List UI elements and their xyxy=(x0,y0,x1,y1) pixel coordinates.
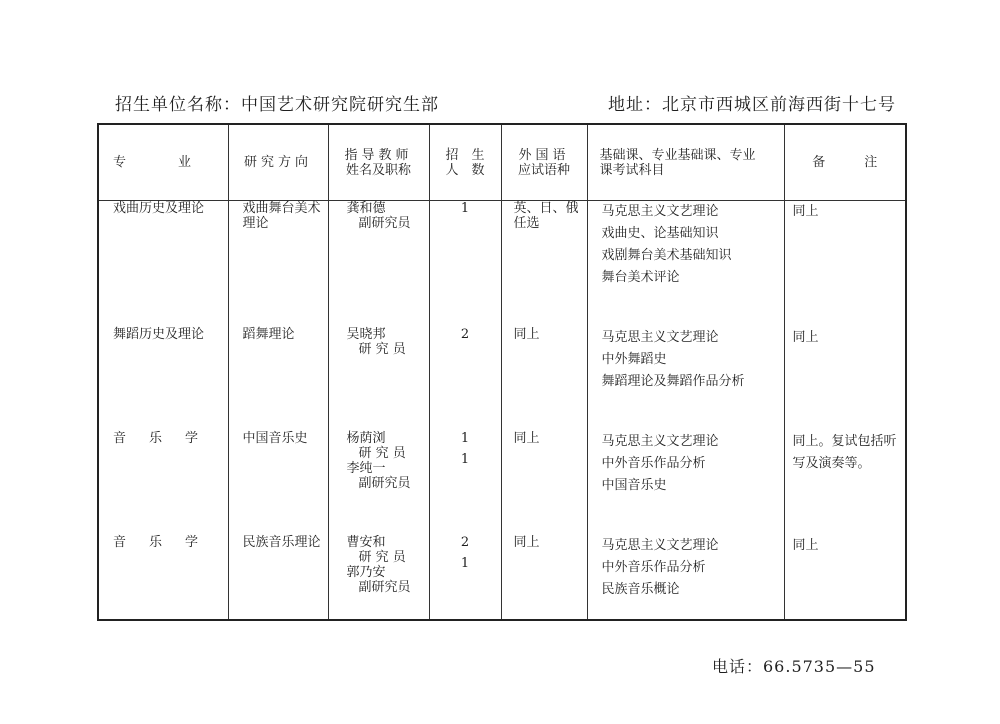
note-cell: 同上。复试包括听写及演奏等。 xyxy=(784,431,906,535)
count-cell: 1 xyxy=(429,201,501,328)
col-count: 招 生 人 数 xyxy=(429,124,501,201)
language-cell: 同上 xyxy=(501,535,587,620)
subjects-cell: 马克思主义文艺理论 中外音乐作品分析 民族音乐概论 xyxy=(587,535,784,620)
col-tutor: 指导教师 姓名及职称 xyxy=(328,124,429,201)
language-cell: 同上 xyxy=(501,431,587,535)
major-cell: 音 乐 学 xyxy=(98,431,228,535)
table-header-row xyxy=(98,124,906,201)
direction-cell: 中国音乐史 xyxy=(228,431,328,535)
table-row xyxy=(98,327,906,431)
direction-cell: 蹈舞理论 xyxy=(228,327,328,431)
note-cell: 同上 xyxy=(784,327,906,431)
note-cell: 同上 xyxy=(784,535,906,620)
tutor-cell: 曹安和 研 究 员 郭乃安 副研究员 xyxy=(328,535,429,620)
count-cell: 1 1 xyxy=(429,431,501,535)
major-cell: 戏曲历史及理论 xyxy=(98,201,228,328)
language-cell: 英、日、俄任选 xyxy=(501,201,587,328)
note-cell: 同上 xyxy=(784,201,906,328)
count-cell: 2 1 xyxy=(429,535,501,620)
col-subjects: 基础课、专业基础课、专业 课考试科目 xyxy=(587,124,784,201)
col-language: 外国语 应试语种 xyxy=(501,124,587,201)
col-major: 专 业 xyxy=(98,124,228,201)
direction-cell: 戏曲舞台美术理论 xyxy=(228,201,328,328)
language-cell: 同上 xyxy=(501,327,587,431)
enrolling-unit: 招生单位名称：中国艺术研究院研究生部 xyxy=(115,95,439,115)
direction-cell: 民族音乐理论 xyxy=(228,535,328,620)
major-cell: 音 乐 学 xyxy=(98,535,228,620)
tutor-cell: 杨荫浏 研 究 员 李纯一 副研究员 xyxy=(328,431,429,535)
table-row xyxy=(98,431,906,535)
tutor-cell: 吴晓邦 研 究 员 xyxy=(328,327,429,431)
major-cell: 舞蹈历史及理论 xyxy=(98,327,228,431)
subjects-cell: 马克思主义文艺理论 中外舞蹈史 舞蹈理论及舞蹈作品分析 xyxy=(587,327,784,431)
count-cell: 2 xyxy=(429,327,501,431)
tutor-cell: 龚和德 副研究员 xyxy=(328,201,429,328)
col-note: 备 注 xyxy=(784,124,906,201)
subjects-cell: 马克思主义文艺理论 戏曲史、论基础知识 戏剧舞台美术基础知识 舞台美术评论 xyxy=(587,201,784,328)
enrollment-table xyxy=(97,123,907,621)
phone-number: 电话：66.5735—55 xyxy=(712,657,876,676)
subjects-cell: 马克思主义文艺理论 中外音乐作品分析 中国音乐史 xyxy=(587,431,784,535)
col-direction: 研究方向 xyxy=(228,124,328,201)
table-row xyxy=(98,535,906,620)
table-row xyxy=(98,201,906,328)
address: 地址：北京市西城区前海西街十七号 xyxy=(608,95,896,115)
